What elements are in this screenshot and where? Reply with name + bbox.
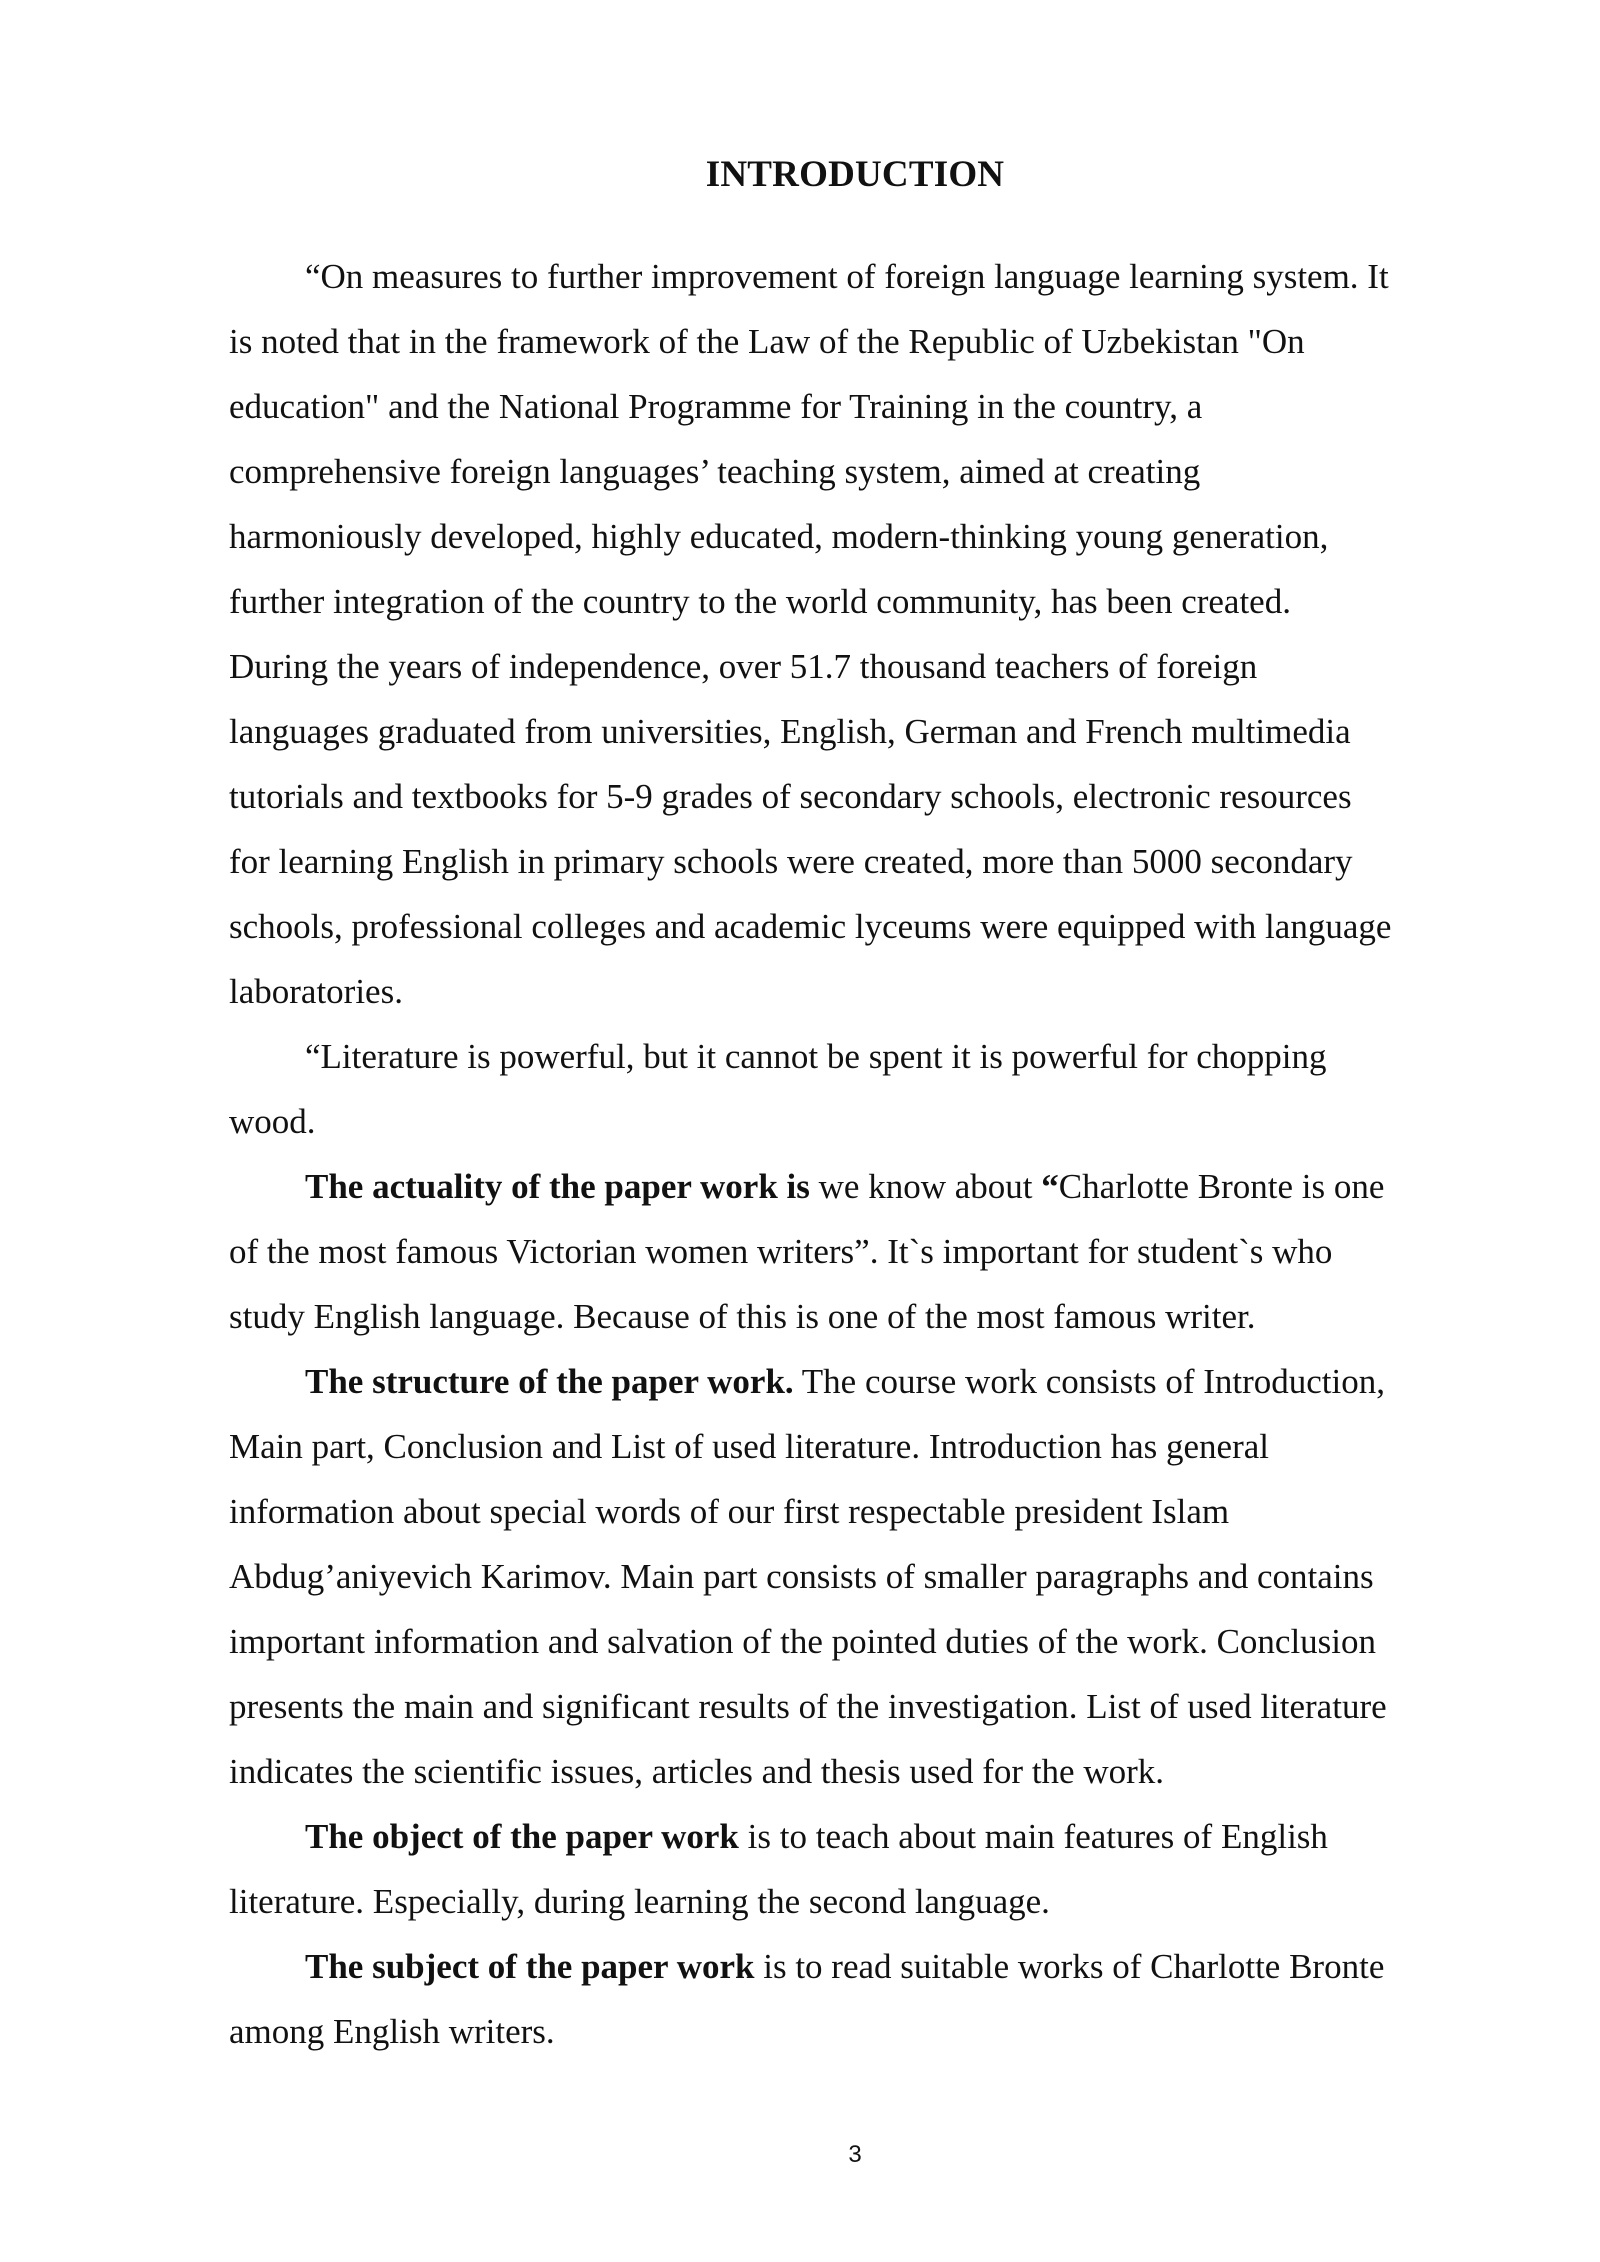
paragraph-line: further integration of the country to the world community, has been created. bbox=[229, 582, 1291, 621]
page-number: 3 bbox=[848, 2141, 862, 2168]
paragraph-line: Abdug’aniyevich Karimov. Main part consists of smaller paragraphs and contains bbox=[229, 1557, 1374, 1596]
paragraph-label: The actuality of the paper work is bbox=[305, 1167, 810, 1206]
paragraph-line: tutorials and textbooks for 5-9 grades of secondary schools, electronic resources bbox=[229, 777, 1352, 816]
paragraph-line: “Literature is powerful, but it cannot be spent it is powerful for chopping bbox=[305, 1037, 1327, 1076]
paragraph-line: During the years of independence, over 51.7 thousand teachers of foreign bbox=[229, 647, 1258, 686]
paragraph-line bbox=[229, 1804, 1504, 1869]
page-heading: INTRODUCTION bbox=[705, 154, 1005, 195]
paragraph-text: is to teach about main features of English bbox=[738, 1817, 1328, 1856]
paragraph-line: presents the main and significant results of the investigation. List of used literature bbox=[229, 1687, 1387, 1726]
paragraph-line: laboratories. bbox=[229, 972, 403, 1011]
paragraph-object bbox=[229, 1804, 1504, 1934]
paragraph-line bbox=[229, 1154, 1504, 1219]
paragraph-subject bbox=[229, 1934, 1504, 2064]
paragraph-line: literature. Especially, during learning the second language. bbox=[229, 1882, 1050, 1921]
paragraph-line: languages graduated from universities, English, German and French multimedia bbox=[229, 712, 1351, 751]
paragraph-line: education" and the National Programme for Training in the country, a bbox=[229, 387, 1203, 426]
body-text bbox=[229, 244, 1504, 2064]
paragraph-line: indicates the scientific issues, articles and thesis used for the work. bbox=[229, 1752, 1165, 1791]
paragraph-line: Main part, Conclusion and List of used literature. Introduction has general bbox=[229, 1427, 1270, 1466]
paragraph-line: of the most famous Victorian women writers”. It`s important for student`s who bbox=[229, 1232, 1333, 1271]
paragraph-line: study English language. Because of this is one of the most famous writer. bbox=[229, 1297, 1256, 1336]
paragraph-line: among English writers. bbox=[229, 2012, 555, 2051]
paragraph-line: important information and salvation of the pointed duties of the work. Conclusion bbox=[229, 1622, 1377, 1661]
paragraph-structure bbox=[229, 1349, 1504, 1804]
paragraph-line: “On measures to further improvement of foreign language learning system. It bbox=[305, 257, 1389, 296]
paragraph-text: The course work consists of Introduction, bbox=[793, 1362, 1385, 1401]
paragraph-label: The structure of the paper work. bbox=[305, 1362, 794, 1401]
paragraph-text: we know about bbox=[809, 1167, 1042, 1206]
paragraph-line: wood. bbox=[229, 1102, 316, 1141]
paragraph-actuality bbox=[229, 1154, 1504, 1349]
paragraph-decree-quote bbox=[229, 244, 1504, 1024]
paragraph-line: harmoniously developed, highly educated, modern-thinking young generation, bbox=[229, 517, 1329, 556]
paragraph-label: The object of the paper work bbox=[305, 1817, 739, 1856]
paragraph-line bbox=[229, 1934, 1504, 1999]
paragraph-text: Charlotte Bronte is one bbox=[1058, 1167, 1385, 1206]
paragraph-line: information about special words of our first respectable president Islam bbox=[229, 1492, 1230, 1531]
paragraph-label: The subject of the paper work bbox=[305, 1947, 755, 1986]
paragraph-line bbox=[229, 1349, 1504, 1414]
paragraph-quote-mark: “ bbox=[1041, 1167, 1059, 1206]
paragraph-line: is noted that in the framework of the Law of the Republic of Uzbekistan "On bbox=[229, 322, 1305, 361]
paragraph-text: is to read suitable works of Charlotte Bronte bbox=[754, 1947, 1385, 1986]
paragraph-line: for learning English in primary schools were created, more than 5000 secondary bbox=[229, 842, 1353, 881]
paragraph-line: schools, professional colleges and academic lyceums were equipped with language bbox=[229, 907, 1392, 946]
paragraph-line: comprehensive foreign languages’ teaching system, aimed at creating bbox=[229, 452, 1201, 491]
paragraph-literature-quote bbox=[229, 1024, 1504, 1154]
